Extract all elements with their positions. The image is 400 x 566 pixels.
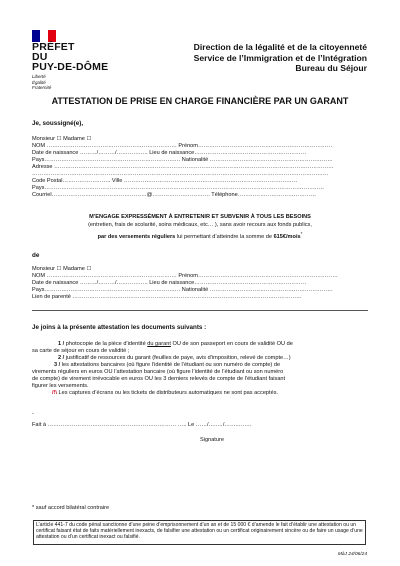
place-date-line[interactable]: Fait à …………………………………………………………… ….. Le ……/…..…/……..…….	[32, 422, 252, 428]
birth-line[interactable]: Date de naissance ………/………/…………….. Lieu de naissance……………………………………………………	[32, 150, 307, 156]
separator	[32, 310, 368, 311]
signature-label: Signature	[200, 437, 224, 443]
footnote: * sauf accord bilatéral contraire	[32, 505, 110, 511]
postal-city-line[interactable]: Code Postal…………………….. Ville …………………………………………………………………………………	[32, 178, 298, 184]
address-line[interactable]: Adresse ……………………………………………………………………………………………………………………………………	[32, 164, 334, 170]
beneficiary-form	[32, 266, 338, 301]
commitment-amount-line: par des versements réguliers lui permettant d’atteindre la somme de 615€/mois*	[97, 231, 303, 240]
documents-list: 1 / photocopie de la pièce d’identité du garant OU de son passeport en cours de validité OU de sa carte de séjour en cours de validité ; 2 / justificatif de ressources du garant (feuilles de paye, avis d’imposition, relevé de compte…) 3 / les attestations bancaires (où figure l’identité de l’étudiant ou son numéro de compte) de virements réguliers en euros OU l’attestation bancaire (où figure l’identité de l’étudiant ou son numéro de compte) de virement irrévocable en euros OU les 3 derniers relevés de compte de l’étudiant faisant figurer les versements. /!\ Les captures d’écrans ou les tickets de distributeurs automatiques ne sont pas acceptés.	[32, 341, 370, 397]
commitment-title: M’ENGAGE EXPRESSÉMENT À ENTRETENIR ET SUBVENIR À TOUS LES BESOINS	[89, 214, 311, 220]
civility-line[interactable]: Monsieur ☐ Madame ☐	[32, 136, 92, 142]
country-line[interactable]: Pays…………………………………………………………….… Nationalité …………………………………………………………	[32, 157, 333, 163]
prefecture-name: PRÉFET DU PUY-DE-DÔME	[32, 41, 109, 73]
warning-icon: /!\	[52, 390, 57, 396]
document-title: ATTESTATION DE PRISE EN CHARGE FINANCIÈRE PAR UN GARANT	[51, 96, 349, 106]
name-line[interactable]: NOM ………………………………………………………….… Prénom………………………………………………………………	[32, 143, 333, 149]
birth-line[interactable]: Date de naissance ………/………/…………….. Lieu de naissance……………………………………………………	[32, 280, 307, 286]
dash-mark: -	[32, 411, 34, 417]
revision-date: MàJ 24/06/24	[337, 552, 367, 557]
name-line[interactable]: NOM ………………………………………………………….… Prénom…………………………………………………………………	[32, 273, 338, 279]
republic-motto: Liberté Égalité Fraternité	[32, 74, 52, 90]
relationship-line[interactable]: Lien de parenté ……………………………………………………………………………………………………………	[32, 294, 302, 300]
email-phone-line[interactable]: Courriel……………………………………………@…………………………. Téléphone……………………………………	[32, 192, 317, 198]
document-item-3: 3 / les attestations bancaires (où figure l’identité de l’étudiant ou son numéro de compte) de	[54, 362, 281, 368]
country-line[interactable]: Pays…………………………………………………………….… Nationalité …………………………………………………………	[32, 287, 333, 293]
commitment-detail: (entretien, frais de scolarité, soins médicaux, etc… ), sans avoir recours aux fonds publics,	[88, 222, 312, 228]
country-line-2[interactable]: Pays……………………………………………………………………………………………………………………………………	[32, 185, 325, 191]
document-item-1: 1 / photocopie de la pièce d’identité du garant OU de son passeport en cours de validité OU de	[58, 341, 293, 347]
document-item-2: 2 / justificatif de ressources du garant (feuilles de paye, avis d’imposition, relevé de compte…)	[58, 355, 291, 361]
address-line-2[interactable]: ……………………………………………………………………………………………………………………………………………	[32, 171, 329, 177]
documents-heading: Je joins à la présente attestation les documents suivants :	[32, 324, 207, 331]
undersigned-heading: Je, soussigné(e),	[32, 120, 84, 127]
legal-notice: L’article 441-7 du code pénal sanctionne d’une peine d’emprisonnement d’un an et de 15 000 € d’amende le fait d’établir une attestation ou un certificat faisant état de faits matériellement inexacts, de falsifier une attestation ou un certificat originairement sincère ou de faire un usage d’une attestation ou d’un certificat inexact ou falsifié.	[33, 520, 366, 545]
direction-block: Direction de la légalité et de la citoyenneté Service de l’Immigration et de l’Intégration Bureau du Séjour	[193, 42, 367, 73]
civility-line[interactable]: Monsieur ☐ Madame ☐	[32, 266, 92, 272]
undersigned-form	[32, 136, 334, 199]
amount: 615€/mois	[273, 233, 301, 240]
warning-note: /!\ Les captures d’écrans ou les tickets de distributeurs automatiques ne sont pas acceptés.	[52, 390, 279, 396]
beneficiary-heading: de	[32, 252, 40, 259]
